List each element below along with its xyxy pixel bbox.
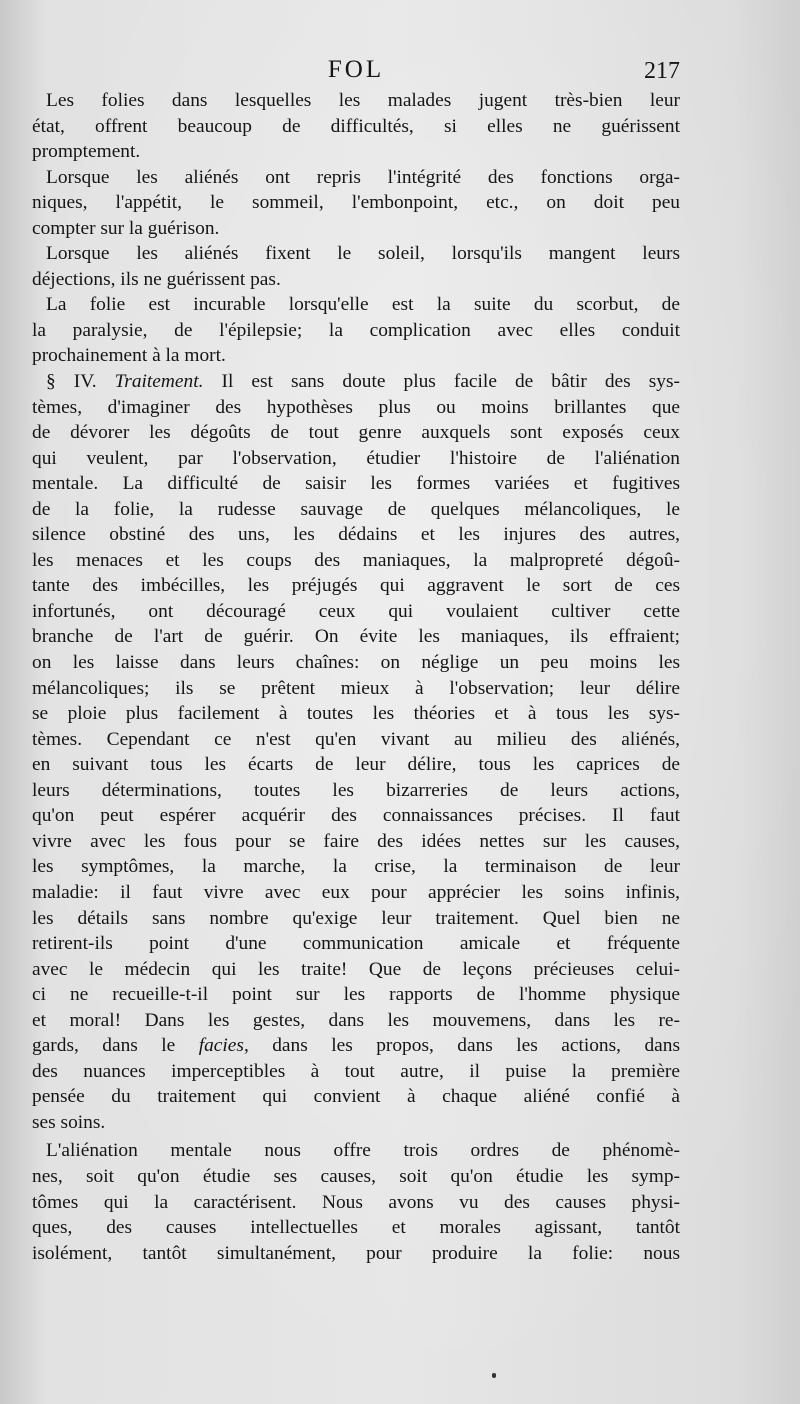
- text-line: [32, 803, 680, 829]
- text-line: [32, 216, 680, 242]
- text-line: [32, 471, 680, 497]
- line-text: de la folie, la rudesse sauvage de quelques mélancoliques, le: [32, 498, 680, 520]
- text-line: [32, 395, 680, 421]
- line-text: mentale. La difficulté de saisir les formes variées et fugitives: [32, 473, 680, 495]
- text-line: [32, 676, 680, 702]
- text-line: [32, 497, 680, 523]
- italic-term: Traitement.: [114, 371, 204, 393]
- text-line: [32, 1241, 680, 1267]
- line-text: qui veulent, par l'observation, étudier l'histoire de l'aliénation: [32, 447, 680, 469]
- line-text: La folie est incurable lorsqu'elle est la suite du scorbut, de: [46, 294, 680, 316]
- line-text: de dévorer les dégoûts de tout genre auxquels sont exposés ceux: [32, 422, 680, 444]
- line-text: silence obstiné des uns, les dédains et les injures des autres,: [32, 524, 680, 546]
- text-line: [32, 1164, 680, 1190]
- text-line: [32, 1190, 680, 1216]
- text-line: [32, 292, 680, 318]
- text-line: [32, 573, 680, 599]
- line-text: pensée du traitement qui convient à chaque aliéné confié à: [32, 1086, 680, 1108]
- line-text: on les laisse dans leurs chaînes: on néglige un peu moins les: [32, 652, 680, 674]
- text-line: [32, 1059, 680, 1085]
- text-line: [32, 1138, 680, 1164]
- line-text: les détails sans nombre qu'exige leur traitement. Quel bien ne: [32, 907, 680, 929]
- line-text: Lorsque les aliénés fixent le soleil, lorsqu'ils mangent leurs: [46, 243, 680, 265]
- line-text: promptement.: [32, 141, 141, 163]
- text-line: [32, 267, 680, 293]
- line-text: en suivant tous les écarts de leur délire, tous les caprices de: [32, 754, 680, 776]
- line-text: tômes qui la caractérisent. Nous avons vu des causes physi-: [32, 1191, 680, 1213]
- ink-speck: [492, 1373, 496, 1378]
- text-line: [32, 369, 680, 395]
- line-text: Les folies dans lesquelles les malades jugent très-bien leur: [46, 90, 680, 111]
- text-line: [32, 752, 680, 778]
- line-text: mélancoliques; ils se prêtent mieux à l'observation; leur délire: [32, 677, 680, 699]
- line-text: ci ne recueille-t-il point sur les rapports de l'homme physique: [32, 984, 680, 1006]
- text-line: [32, 114, 680, 140]
- line-text: qu'on peut espérer acquérir des connaissances précises. Il faut: [32, 805, 680, 827]
- line-text: isolément, tantôt simultanément, pour produire la folie: nous: [32, 1242, 680, 1264]
- line-text: ques, des causes intellectuelles et morales agissant, tantôt: [32, 1217, 680, 1239]
- text-line: [32, 701, 680, 727]
- line-text: ses soins.: [32, 1111, 106, 1133]
- text-line: [32, 190, 680, 216]
- line-text: vivre avec les fous pour se faire des idées nettes sur les causes,: [32, 830, 680, 852]
- text-line: [32, 522, 680, 548]
- line-text: L'aliénation mentale nous offre trois ordres de phénomè-: [46, 1140, 680, 1162]
- text-line: [32, 599, 680, 625]
- page-number: 217: [644, 58, 680, 84]
- text-line: [32, 1008, 680, 1034]
- line-text-continued: Il est sans doute plus facile de bâtir des sys-: [203, 371, 680, 393]
- line-text: et moral! Dans les gestes, dans les mouvemens, dans les re-: [32, 1009, 680, 1031]
- page-header: [32, 56, 680, 90]
- text-line: [32, 241, 680, 267]
- line-text: Lorsque les aliénés ont repris l'intégrité des fonctions orga-: [46, 166, 680, 188]
- line-text: tante des imbécilles, les préjugés qui aggravent le sort de ces: [32, 575, 680, 597]
- text-line: [32, 446, 680, 472]
- line-text: nes, soit qu'on étudie ses causes, soit qu'on étudie les symp-: [32, 1165, 680, 1187]
- line-text: infortunés, ont découragé ceux qui voulaient cultiver cette: [32, 600, 680, 622]
- text-line: [32, 1215, 680, 1241]
- text-line: [32, 778, 680, 804]
- text-line: [32, 165, 680, 191]
- line-text: gards, dans le: [32, 1035, 199, 1057]
- text-line: [32, 854, 680, 880]
- text-line: [32, 548, 680, 574]
- line-text: les menaces et les coups des maniaques, la malpropreté dégoû-: [32, 549, 680, 571]
- body-text: [32, 88, 680, 1266]
- line-text-continued: , dans les propos, dans les actions, dans: [243, 1035, 680, 1057]
- line-text: leurs déterminations, toutes les bizarreries de leurs actions,: [32, 779, 680, 801]
- text-line: [32, 420, 680, 446]
- text-line: [32, 906, 680, 932]
- text-line: [32, 957, 680, 983]
- line-text: la paralysie, de l'épilepsie; la complication avec elles conduit: [32, 319, 680, 341]
- line-text: des nuances imperceptibles à tout autre, il puise la première: [32, 1060, 680, 1082]
- text-line: [32, 880, 680, 906]
- line-text: tèmes, d'imaginer des hypothèses plus ou moins brillantes que: [32, 396, 680, 418]
- text-line: [32, 650, 680, 676]
- text-line: [32, 88, 680, 114]
- line-text: prochainement à la mort.: [32, 345, 226, 367]
- text-line: [32, 829, 680, 855]
- line-text: branche de l'art de guérir. On évite les maniaques, ils effraient;: [32, 626, 680, 648]
- line-text: maladie: il faut vivre avec eux pour apprécier les soins infinis,: [32, 881, 680, 903]
- text-line: [32, 982, 680, 1008]
- text-line: [32, 139, 680, 165]
- text-line: [32, 1084, 680, 1110]
- text-line: [32, 931, 680, 957]
- running-head: FOL: [327, 56, 385, 83]
- line-text: tèmes. Cependant ce n'est qu'en vivant au milieu des aliénés,: [32, 728, 680, 750]
- text-line: [32, 1033, 680, 1059]
- italic-term: facies: [198, 1035, 244, 1057]
- text-line: [32, 318, 680, 344]
- text-line: [32, 1110, 680, 1136]
- line-text: les symptômes, la marche, la crise, la terminaison de leur: [32, 856, 680, 878]
- line-text: § IV.: [46, 371, 115, 393]
- line-text: état, offrent beaucoup de difficultés, si elles ne guérissent: [32, 115, 680, 137]
- text-line: [32, 727, 680, 753]
- line-text: compter sur la guérison.: [32, 217, 220, 239]
- text-line: [32, 343, 680, 369]
- line-text: avec le médecin qui les traite! Que de leçons précieuses celui-: [32, 958, 680, 980]
- line-text: se ploie plus facilement à toutes les théories et à tous les sys-: [32, 703, 680, 725]
- line-text: déjections, ils ne guérissent pas.: [32, 268, 281, 290]
- line-text: niques, l'appétit, le sommeil, l'embonpoint, etc., on doit peu: [32, 192, 680, 214]
- line-text: retirent-ils point d'une communication amicale et fréquente: [32, 933, 680, 955]
- text-line: [32, 624, 680, 650]
